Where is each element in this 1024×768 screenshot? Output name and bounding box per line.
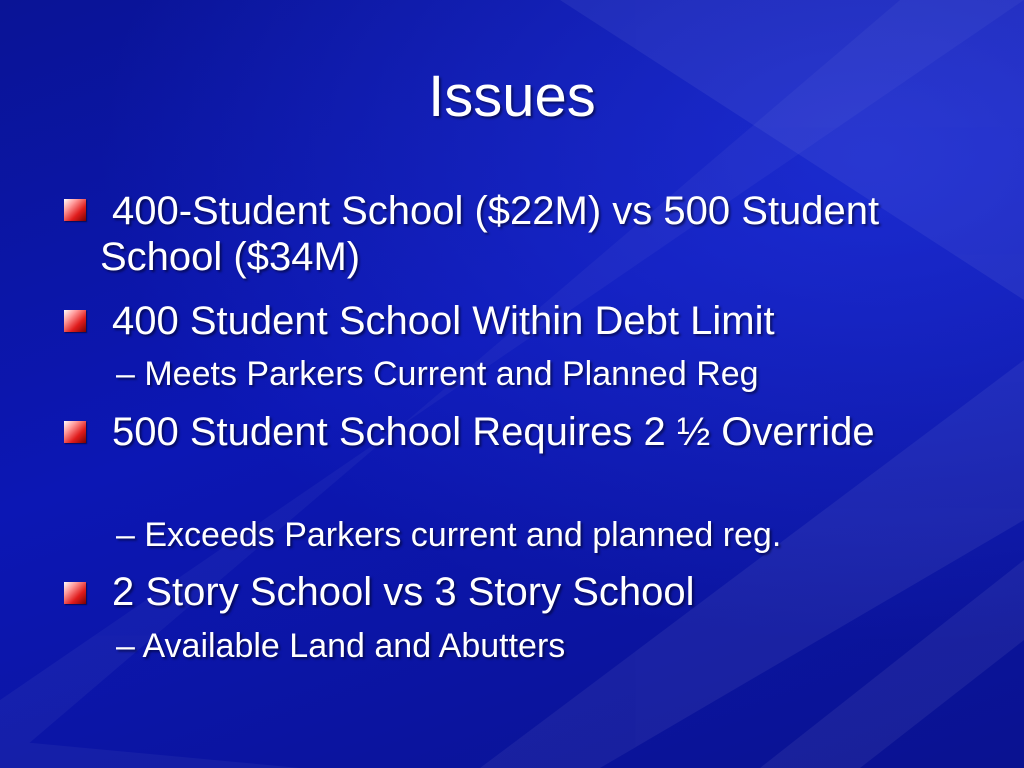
slide-title: Issues [428,64,596,129]
bullet-marker-icon [64,199,86,221]
bullet-item: 400 Student School Within Debt Limit [112,299,775,343]
bullet-item: 2 Story School vs 3 Story School [112,570,695,614]
sub-bullet-item: – Available Land and Abutters [116,627,566,665]
bullet-marker-icon [64,421,86,443]
sub-bullet-item: – Exceeds Parkers current and planned reg. [116,516,782,554]
sub-bullet-item: – Meets Parkers Current and Planned Reg [116,355,759,393]
bullet-item: 500 Student School Requires 2 ½ Override [112,410,875,454]
bullet-marker-icon [64,310,86,332]
bullet-item: 400-Student School ($22M) vs 500 Student School ($34M) [100,189,880,279]
bullet-marker-icon [64,582,86,604]
